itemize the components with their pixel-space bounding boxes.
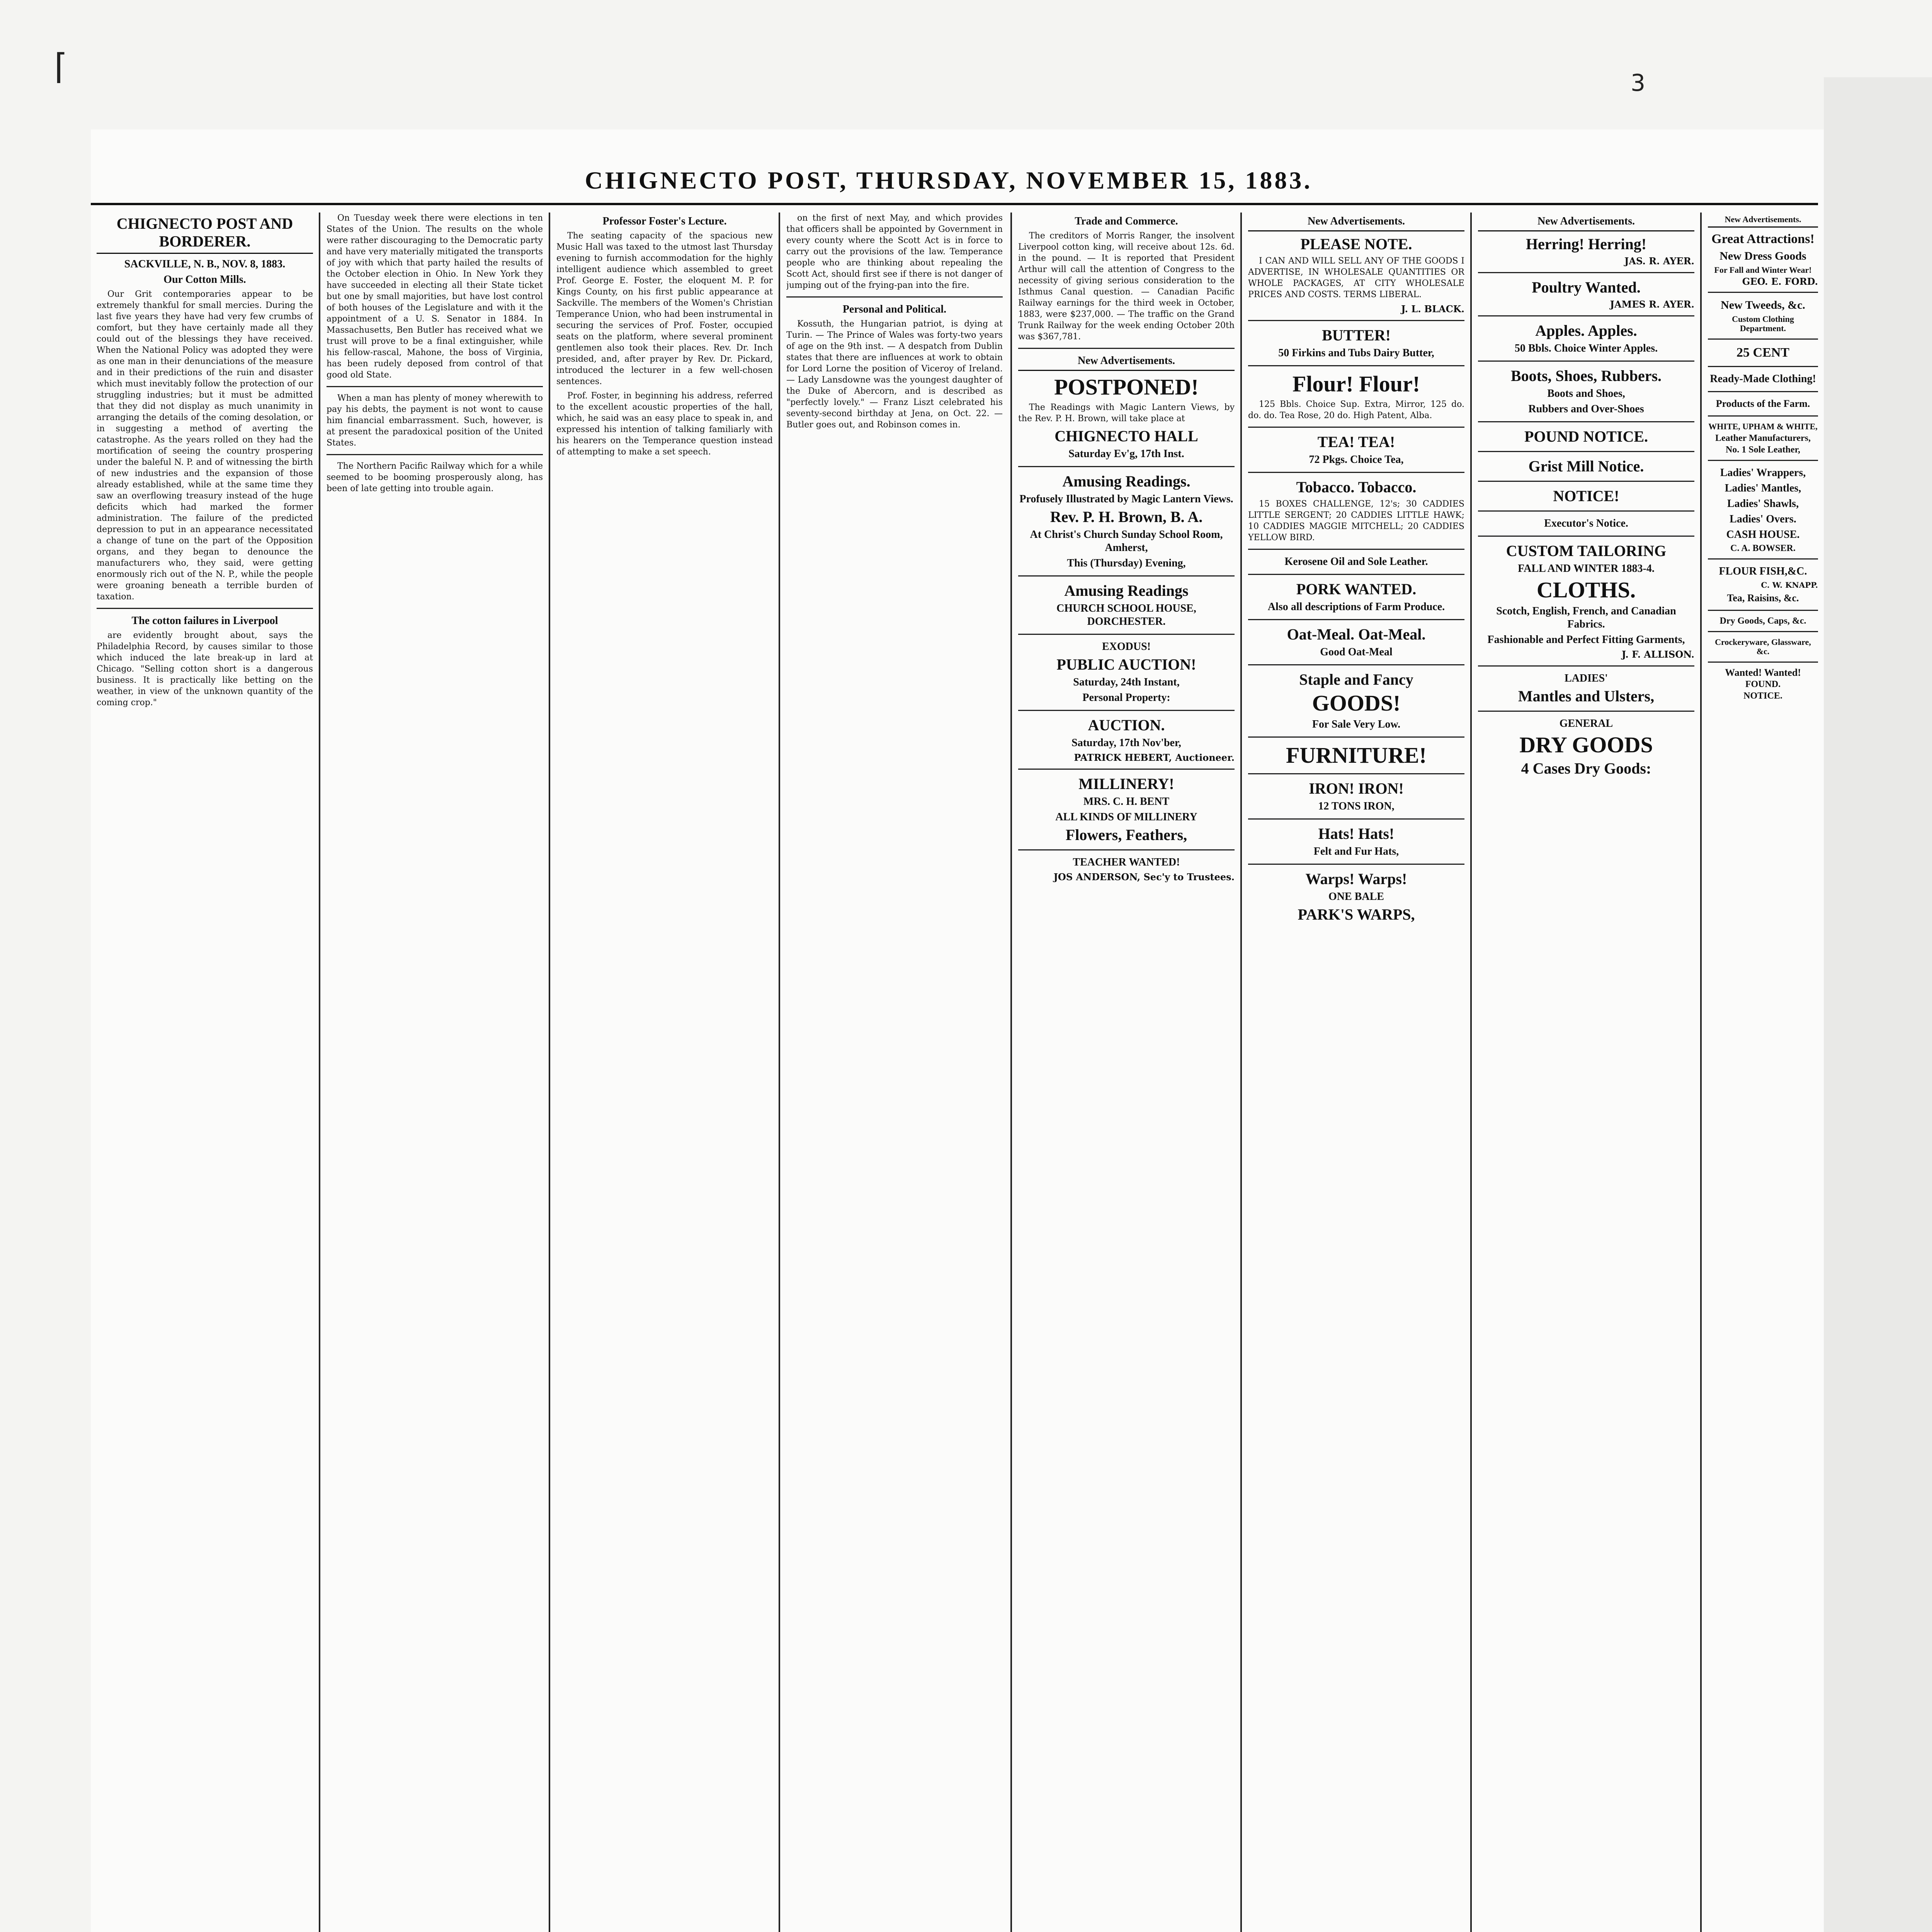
ad-body: The Readings with Magic Lantern Views, by the Rev. P. H. Brown, will take place at (1018, 403, 1235, 423)
ad-subhead: Scotch, English, French, and Canadian Fabrics. (1496, 605, 1676, 630)
ad-headline: Dry Goods, Caps, &c. (1719, 616, 1806, 626)
adjacent-page-edge (1824, 77, 1932, 1932)
divider (1478, 361, 1694, 362)
ad-subhead: 50 Bbls. Choice Winter Apples. (1514, 342, 1658, 354)
divider (1478, 536, 1694, 537)
ad-date: This (Thursday) Evening, (1067, 557, 1186, 569)
article-body: When a man has plenty of money wherewith to pay his debts, the payment is not wont to cause him financial embarrassment. Such, however, is at present the paradoxical position of the United States. (327, 393, 543, 448)
ad-subhead: CHURCH SCHOOL HOUSE, DORCHESTER. (1056, 602, 1196, 628)
article-heading: The cotton failures in Liverpool (131, 615, 278, 627)
ad-headline: TEA! TEA! (1317, 433, 1395, 451)
ad-headline: LADIES' (1564, 672, 1608, 684)
article-body: The Northern Pacific Railway which for a while seemed to be booming prosperously along, has been of late getting into trouble again. (327, 461, 543, 493)
ad-headline: Herring! Herring! (1526, 235, 1647, 253)
ad-headline: NOTICE. (1743, 691, 1782, 701)
article-heading: Trade and Commerce. (1075, 215, 1178, 227)
divider (1248, 773, 1464, 774)
ad-headline: FOUND. (1745, 679, 1781, 689)
ad-signature: J. L. BLACK. (1401, 303, 1464, 315)
ad-headline: Ready-Made Clothing! (1710, 373, 1816, 385)
ad-headline: Flour! Flour! (1292, 371, 1420, 396)
column-3 (556, 213, 773, 1932)
ad-headline: Ladies' Shawls, (1727, 498, 1799, 510)
ad-signature: JAS. R. AYER. (1624, 255, 1694, 267)
ad-headline: Ladies' Wrappers, (1720, 467, 1806, 479)
masthead: CHIGNECTO POST, THURSDAY, NOVEMBER 15, 1883. (585, 167, 1313, 194)
section-heading: New Advertisements. (1478, 215, 1694, 231)
column-rule (779, 213, 780, 1932)
ad-subhead: 72 Pkgs. Choice Tea, (1309, 454, 1404, 466)
divider (1018, 769, 1235, 770)
divider (1478, 451, 1694, 452)
article-body: are evidently brought about, says the Philadelphia Record, by causes similar to those which induced the late break-up in lard at Chicago. "Selling cotton short is a dangerous business. It is practically like betting on the weather, in view of the unknown quantity of the coming crop." (97, 631, 313, 707)
article-body: The creditors of Morris Ranger, the insolvent Liverpool cotton king, will receive about 12s. 6d. in the pound. — It is reported that President Arthur will call the attention of Congress to the necessity of giving serious consideration to the Isthmus Canal question. — Canadian Pacific Railway earnings for the third week in October, 1883, were $237,000. — The traffic on the Grand Trunk Railway for the week ending October 20th was $367,781. (1018, 231, 1235, 342)
divider (1708, 415, 1818, 417)
divider (1248, 320, 1464, 321)
ad-headline: Great Attractions! (1711, 232, 1815, 246)
ad-subhead: At Christ's Church Sunday School Room, Amherst, (1030, 529, 1223, 554)
divider (1248, 736, 1464, 738)
ad-body: I CAN AND WILL SELL ANY OF THE GOODS I ADVERTISE, IN WHOLESALE QUANTITIES OR WHOLE PACKAGES, AT CITY WHOLESALE PRICES AND COSTS. TERMS LIBERAL. (1248, 256, 1464, 299)
divider (1708, 460, 1818, 461)
article-body: Our Grit contemporaries appear to be extremely thankful for small mercies. During the last five years they have had very few crumbs of comfort, but they have certainly made all they could out of the blessings they have received. When the National Policy was adopted they were as one man in their denunciations of the measure and in their predictions of the ruin and disaster which must inevitably follow the protection of our struggling industries; but it must be admitted that they did not display as much unanimity in arranging the details of the coming desolation, or in suggesting a method of averting the catastrophe. As the years rolled on they had the mortification of seeing the country prospering under the baleful N. P. and of witnessing the birth of new industries and the expansion of those already established, while at the same time they saw an overflowing treasury instead of the huge deficits which had marked the former administration. The failure of the predicted depression to put in an appearance necessitated a change of tune on the part of the Opposition organs, and they began to denounce the manufacturers who, they said, were getting enormously rich out of the N. P., while the people were groaning beneath a terrible burden of taxation. (97, 289, 313, 602)
column-rule (1240, 213, 1242, 1932)
ad-subhead: Felt and Fur Hats, (1313, 845, 1399, 857)
ad-headline: Ladies' Overs. (1730, 513, 1796, 525)
ad-headline: CLOTHS. (1536, 577, 1636, 602)
column-7 (1478, 213, 1694, 1932)
column-2 (327, 213, 543, 1932)
ad-subhead: Also all descriptions of Farm Produce. (1267, 601, 1445, 613)
column-rule (1010, 213, 1012, 1932)
ad-subhead: For Sale Very Low. (1312, 718, 1401, 730)
ad-headline: PLEASE NOTE. (1300, 235, 1412, 253)
ad-subhead: Profusely Illustrated by Magic Lantern Views. (1019, 493, 1233, 505)
divider (1248, 574, 1464, 575)
ad-body: 125 Bbls. Choice Sup. Extra, Mirror, 125 do. do. do. Tea Rose, 20 do. High Patent, Alba. (1248, 400, 1464, 420)
ad-headline: GOODS! (1312, 690, 1401, 716)
divider (1708, 366, 1818, 367)
ad-headline: Flowers, Feathers, (1065, 826, 1187, 844)
column-8 (1708, 213, 1818, 1932)
divider (327, 454, 543, 455)
ad-headline: Oat-Meal. Oat-Meal. (1287, 626, 1426, 643)
column-6 (1248, 213, 1464, 1932)
ad-headline: FLOUR FISH,&C. (1719, 565, 1807, 577)
ad-headline: BUTTER! (1322, 327, 1391, 344)
divider (327, 386, 543, 387)
divider (1018, 348, 1235, 349)
ad-headline: POUND NOTICE. (1524, 428, 1648, 445)
section-heading: New Advertisements. (1708, 215, 1818, 228)
divider (1478, 711, 1694, 712)
ad-subhead: Leather Manufacturers, (1715, 433, 1811, 443)
divider (1018, 634, 1235, 635)
article-heading: Professor Foster's Lecture. (602, 215, 727, 227)
divider (1018, 466, 1235, 467)
ad-subhead: Good Oat-Meal (1320, 646, 1393, 658)
ad-headline: WHITE, UPHAM & WHITE, (1708, 422, 1818, 431)
page-mark: 3 (1631, 70, 1646, 97)
ad-headline: TEACHER WANTED! (1073, 856, 1180, 868)
column-5 (1018, 213, 1235, 1932)
ad-headline: Amusing Readings. (1062, 473, 1190, 490)
divider (1708, 338, 1818, 340)
column-rule (319, 213, 320, 1932)
ad-headline: POSTPONED! (1054, 374, 1199, 400)
article-body: On Tuesday week there were elections in ten States of the Union. The results on the whole were rather discouraging to the Democratic party and have very materially mitigated the transports of joy with which that party hailed the results of the October election in Ohio. In New York they have succeeded in electing all their State ticket but one by small majorities, but have lost control of both houses of the Legislature and with it the appointment of a U. S. Senator in 1884. In Massachusetts, Ben Butler has received what we trust will prove to be a final extinguisher, while his fellow-rascal, Mahone, the boss of Virginia, has been rudely deposed from control of that good old State. (327, 213, 543, 380)
ad-subhead: Fashionable and Perfect Fitting Garments, (1487, 634, 1685, 646)
divider (1248, 472, 1464, 473)
divider (1018, 575, 1235, 577)
ad-headline: CUSTOM TAILORING (1506, 542, 1667, 560)
ad-subhead: No. 1 Sole Leather, (1725, 445, 1801, 455)
ad-subhead: Boots and Shoes, (1547, 388, 1625, 400)
ad-headline: IRON! IRON! (1309, 780, 1404, 797)
ad-headline: 4 Cases Dry Goods: (1521, 760, 1651, 777)
ad-date: Saturday, 24th Instant, (1073, 676, 1180, 688)
divider (1478, 481, 1694, 482)
divider (1478, 315, 1694, 316)
ad-headline: Products of the Farm. (1716, 398, 1810, 409)
article-heading: Personal and Political. (842, 303, 947, 315)
ad-headline: AUCTION. (1088, 716, 1165, 734)
divider (1708, 662, 1818, 663)
ad-headline: New Tweeds, &c. (1721, 299, 1805, 311)
ad-subhead: 50 Firkins and Tubs Dairy Butter, (1278, 347, 1434, 359)
divider (1248, 818, 1464, 820)
ad-signature: JAMES R. AYER. (1610, 299, 1694, 310)
divider (1478, 272, 1694, 273)
ad-headline: 25 CENT (1736, 345, 1789, 360)
divider (1018, 849, 1235, 850)
ad-headline: Wanted! Wanted! (1725, 667, 1801, 678)
ad-headline: New Dress Goods (1719, 250, 1806, 262)
newspaper-page (91, 129, 1886, 1932)
ad-headline: Crockeryware, Glassware, &c. (1715, 637, 1811, 656)
ad-subhead: ALL KINDS OF MILLINERY (1055, 811, 1197, 823)
ad-headline: Amusing Readings (1064, 582, 1189, 599)
ad-subhead: ONE BALE (1328, 891, 1384, 903)
ad-headline: CASH HOUSE. (1726, 529, 1800, 541)
crop-mark-top-left: ⌈ (54, 46, 68, 87)
ad-subhead: C. A. BOWSER. (1730, 543, 1796, 553)
section-heading: New Advertisements. (1248, 215, 1464, 231)
ad-headline: Ladies' Mantles, (1725, 482, 1801, 494)
ad-headline: Tobacco. Tobacco. (1296, 478, 1417, 496)
divider (1248, 427, 1464, 428)
paper-title: CHIGNECTO POST AND BORDERER. (97, 215, 313, 254)
article-heading: Our Cotton Mills. (163, 274, 246, 286)
ad-body: 15 BOXES CHALLENGE, 12's; 30 CADDIES LITTLE SERGENT; 20 CADDIES LITTLE HAWK; 10 CADDIES MAGGIE MITCHELL; 20 CADDIES YELLOW BIRD. (1248, 499, 1464, 543)
ad-signature: JOS ANDERSON, Sec'y to Trustees. (1053, 871, 1235, 883)
ad-signature: J. F. ALLISON. (1621, 649, 1694, 660)
ad-headline: MILLINERY! (1078, 775, 1174, 793)
divider (1248, 619, 1464, 620)
dateline: SACKVILLE, N. B., NOV. 8, 1883. (124, 258, 286, 270)
article-body: Prof. Foster, in beginning his address, referred to the excellent acoustic properties of the hall, which, he said was an easy place to speak in, and expressed his intention of talking familiarly with his hearers on the Temperance question instead of attempting to make a set speech. (556, 391, 773, 457)
ad-subhead: 12 TONS IRON, (1318, 800, 1395, 812)
divider (1248, 365, 1464, 366)
ad-headline: Kerosene Oil and Sole Leather. (1284, 556, 1428, 568)
ad-subhead: Rubbers and Over-Shoes (1528, 403, 1644, 415)
ad-subhead: FALL AND WINTER 1883-4. (1518, 563, 1655, 575)
ad-subhead: Custom Clothing Department. (1732, 314, 1794, 333)
divider (1708, 610, 1818, 611)
column-1 (97, 213, 313, 1932)
ad-headline: Tea, Raisins, &c. (1727, 592, 1799, 604)
ad-headline: FURNITURE! (1286, 743, 1427, 768)
ad-date: Saturday Ev'g, 17th Inst. (1068, 448, 1184, 460)
article-body: on the first of next May, and which provides that officers shall be appointed by Government in every county where the Scott Act is in force to carry out the provisions of the law. Temperance people who are thinking about repealing the Scott Act, should first see if there is not danger of jumping out of the frying-pan into the fire. (786, 213, 1003, 290)
ad-headline: Staple and Fancy (1299, 671, 1413, 688)
column-rule (1470, 213, 1472, 1932)
ad-signature: GEO. E. FORD. (1742, 276, 1818, 287)
divider (1478, 665, 1694, 667)
ad-headline: Rev. P. H. Brown, B. A. (1050, 508, 1203, 526)
ad-signature: PATRICK HEBERT, Auctioneer. (1074, 752, 1235, 763)
article-body: Kossuth, the Hungarian patriot, is dying at Turin. — The Prince of Wales was forty-two years of age on the 9th inst. — A despatch from Dublin states that there are influences at work to obtain for Lord Lorne the position of Viceroy of Ireland. — Lady Lansdowne was the youngest daughter of the Duke of Abercorn, and is described as "perfectly lovely." — Franz Liszt celebrated his seventy-second birthday at Jena, on Oct. 22. — Butler goes out, and Robinson comes in. (786, 319, 1003, 430)
ad-headline: GENERAL (1559, 718, 1613, 730)
section-heading: New Advertisements. (1018, 354, 1235, 371)
ad-subhead: Personal Property: (1082, 692, 1170, 704)
ad-headline: DRY GOODS (1519, 732, 1653, 757)
divider (1708, 631, 1818, 632)
divider (97, 608, 313, 609)
ad-headline: PARK'S WARPS, (1298, 906, 1415, 923)
divider (1018, 710, 1235, 711)
divider (1478, 510, 1694, 512)
divider (1708, 292, 1818, 293)
ad-headline: PORK WANTED. (1296, 580, 1417, 598)
column-rule (549, 213, 550, 1932)
ad-headline: Warps! Warps! (1305, 870, 1407, 888)
divider (1708, 391, 1818, 392)
ad-signature: C. W. KNAPP. (1761, 580, 1818, 590)
divider (1708, 558, 1818, 560)
divider (786, 296, 1003, 298)
ad-headline: EXODUS! (1102, 641, 1151, 653)
ad-headline: Boots, Shoes, Rubbers. (1510, 367, 1662, 384)
ad-headline: Hats! Hats! (1318, 825, 1395, 842)
ad-headline: NOTICE! (1553, 487, 1619, 505)
masthead-rule (91, 203, 1818, 205)
ad-subhead: MRS. C. H. BENT (1083, 796, 1170, 808)
column-rule (1700, 213, 1702, 1932)
divider (1248, 549, 1464, 550)
ad-headline: Poultry Wanted. (1532, 279, 1641, 296)
ad-date: Saturday, 17th Nov'ber, (1071, 737, 1181, 749)
ad-headline: Grist Mill Notice. (1528, 457, 1644, 475)
ad-subhead: For Fall and Winter Wear! (1714, 265, 1812, 275)
ad-headline: PUBLIC AUCTION! (1056, 656, 1196, 673)
ad-headline: Mantles and Ulsters, (1518, 687, 1655, 705)
divider (1478, 421, 1694, 422)
divider (1248, 664, 1464, 665)
article-body: The seating capacity of the spacious new Music Hall was taxed to the utmost last Thursday evening to furnish accommodation for the highly intelligent audience which assembled to greet Prof. George E. Foster, the eloquent M. P. for Kings County, on his first public appearance at Sackville. The members of the Women's Christian Temperance Union, who had been instrumental in securing the services of Prof. Foster, occupied seats on the platform, where several prominent gentlemen also took their places. Rev. Dr. Inch presided, and, after prayer by Rev. Dr. Pickard, introduced the lecturer in a few well-chosen sentences. (556, 231, 773, 386)
ad-headline: Executor's Notice. (1544, 517, 1628, 529)
column-4 (786, 213, 1003, 1932)
ad-headline: CHIGNECTO HALL (1054, 427, 1198, 445)
ad-headline: Apples. Apples. (1535, 322, 1637, 339)
divider (1248, 864, 1464, 865)
